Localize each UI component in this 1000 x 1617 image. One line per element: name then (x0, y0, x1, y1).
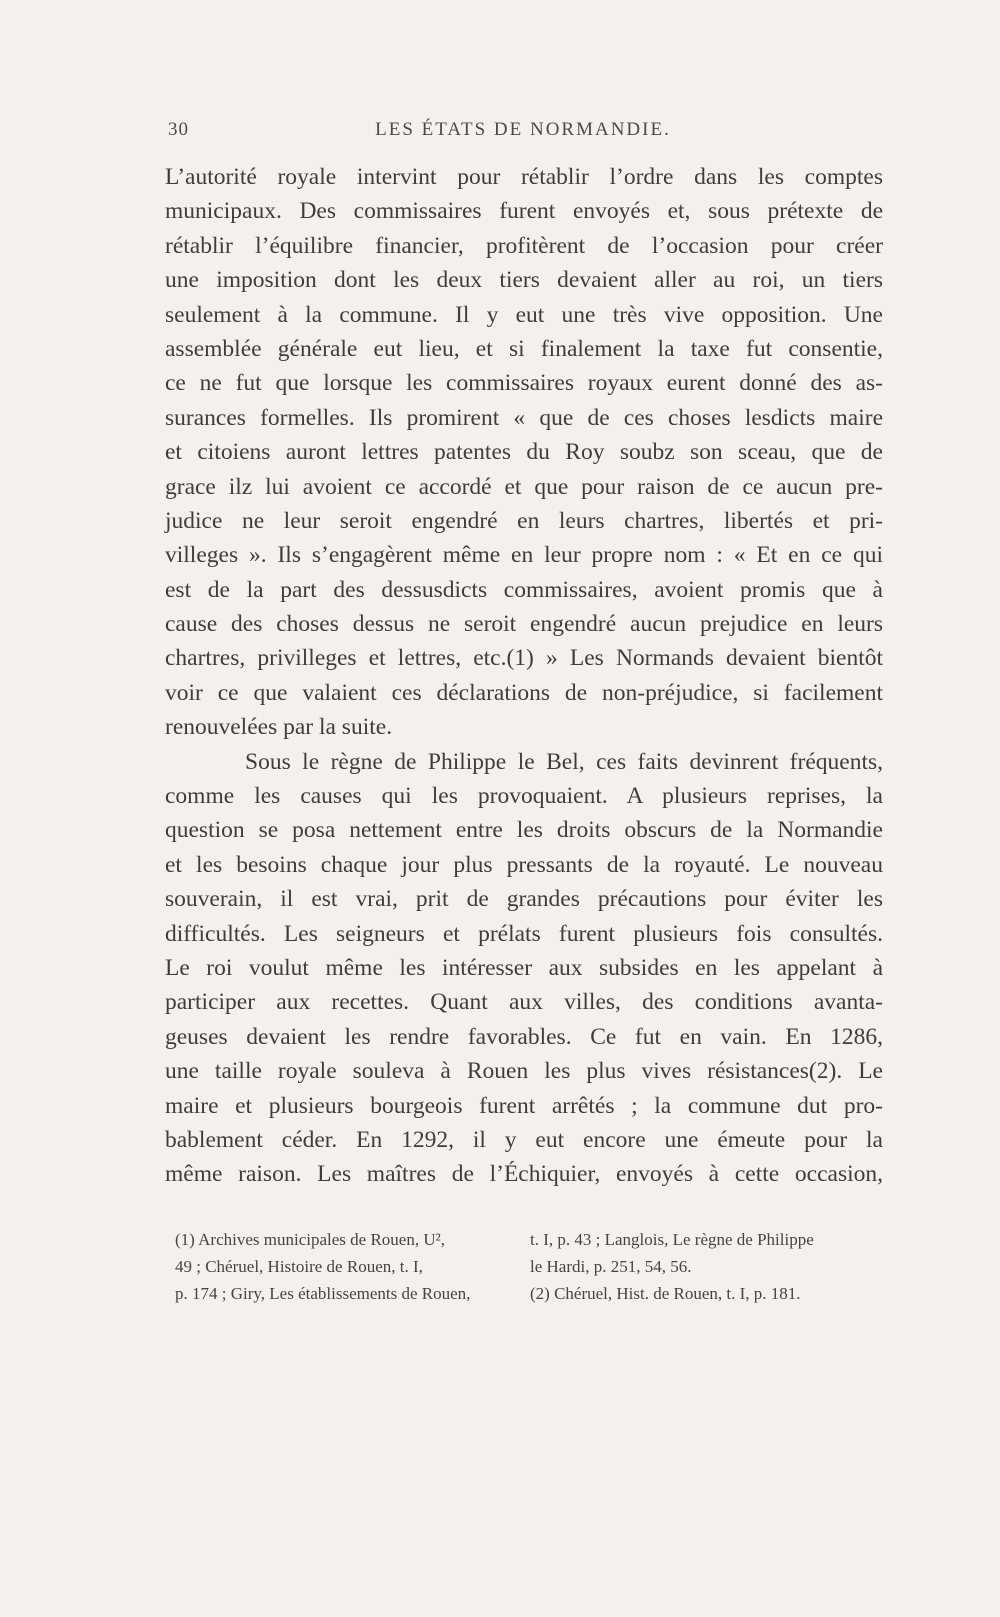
footnote-line: le Hardi, p. 251, 54, 56. (530, 1257, 692, 1276)
text-line: maire et plusieurs bourgeois furent arrêtés ; la commune dut pro- (165, 1092, 883, 1119)
text-line: Sous le règne de Philippe le Bel, ces faits devinrent fréquents, (245, 748, 883, 775)
text-line: difficultés. Les seigneurs et prélats furent plusieurs fois consultés. (165, 920, 883, 947)
text-line: comme les causes qui les provoquaient. A plusieurs reprises, la (165, 783, 883, 810)
footnote-line: t. I, p. 43 ; Langlois, Le règne de Philippe (530, 1230, 814, 1249)
text-line: une imposition dont les deux tiers devaient aller au roi, un tiers (165, 267, 883, 294)
text-line: L’autorité royale intervint pour rétablir l’ordre dans les comptes (165, 164, 883, 190)
text-line: voir ce que valaient ces déclarations de non-préjudice, si facilement (165, 679, 883, 706)
running-title: LES ÉTATS DE NORMANDIE. (375, 119, 671, 140)
text-line: municipaux. Des commissaires furent envoyés et, sous prétexte de (165, 198, 883, 225)
footnote-line: (2) Chéruel, Hist. de Rouen, t. I, p. 181. (530, 1284, 801, 1303)
text-line: question se posa nettement entre les droits obscurs de la Normandie (165, 817, 883, 844)
footnote-line: (1) Archives municipales de Rouen, U², (175, 1230, 445, 1249)
text-line: cause des choses dessus ne seroit engendré aucun prejudice en leurs (165, 611, 883, 638)
footnote-line: p. 174 ; Giry, Les établissements de Rouen, (175, 1284, 471, 1303)
text-line: Le roi voulut même les intéresser aux subsides en les appelant à (165, 954, 883, 981)
text-line: souverain, il est vrai, prit de grandes précautions pour éviter les (165, 886, 883, 913)
text-line: bablement céder. En 1292, il y eut encore une émeute pour la (165, 1126, 883, 1153)
text-line: judice ne leur seroit engendré en leurs chartres, libertés et pri- (165, 507, 883, 534)
running-header (168, 119, 878, 149)
text-line: villeges ». Ils s’engagèrent même en leur propre nom : « Et en ce qui (165, 542, 883, 569)
page-number: 30 (168, 119, 189, 140)
text-line: et les besoins chaque jour plus pressants de la royauté. Le nouveau (165, 851, 883, 878)
footnotes-right-column (530, 1226, 890, 1307)
footnotes-left-column (175, 1226, 495, 1307)
text-line: une taille royale souleva à Rouen les plus vives résistances(2). Le (165, 1058, 883, 1085)
main-text (165, 160, 883, 1192)
text-line: geuses devaient les rendre favorables. Ce fut en vain. En 1286, (165, 1023, 883, 1050)
footnote-line: 49 ; Chéruel, Histoire de Rouen, t. I, (175, 1257, 423, 1276)
text-line: grace ilz lui avoient ce accordé et que pour raison de ce aucun pre- (165, 473, 883, 500)
text-line: rétablir l’équilibre financier, profitèrent de l’occasion pour créer (165, 232, 883, 259)
text-line: ce ne fut que lorsque les commissaires royaux eurent donné des as- (165, 370, 883, 397)
text-line: même raison. Les maîtres de l’Échiquier, envoyés à cette occasion, (165, 1161, 883, 1188)
text-line: renouvelées par la suite. (165, 714, 393, 741)
text-line: est de la part des dessusdicts commissaires, avoient promis que à (165, 576, 883, 603)
text-line: participer aux recettes. Quant aux villes, des conditions avanta- (165, 989, 883, 1016)
text-line: seulement à la commune. Il y eut une très vive opposition. Une (165, 301, 883, 328)
text-line: chartres, privilleges et lettres, etc.(1) » Les Normands devaient bientôt (165, 645, 883, 672)
text-line: surances formelles. Ils promirent « que de ces choses lesdicts maire (165, 404, 883, 431)
text-line: et citoiens auront lettres patentes du Roy soubz son sceau, que de (165, 439, 883, 466)
text-line: assemblée générale eut lieu, et si finalement la taxe fut consentie, (165, 335, 883, 362)
